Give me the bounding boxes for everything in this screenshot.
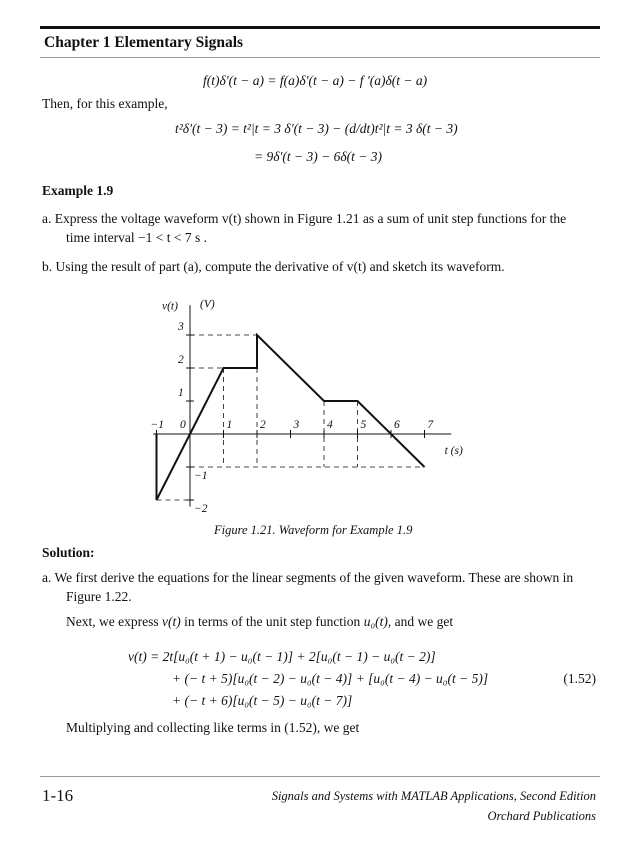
equation-line1: v(t) = 2t[u₀(t + 1) − u₀(t − 1)] + 2[u₀(t − 1) − u₀(t − 2)] xyxy=(128,649,436,664)
y-axis-label: v(t) xyxy=(162,300,178,313)
equation-number: (1.52) xyxy=(563,671,596,686)
header-underline xyxy=(40,57,600,58)
book-title: Signals and Systems with MATLAB Applications, Second Edition xyxy=(271,789,596,803)
example-part-b: b. Using the result of part (a), compute the derivative of v(t) and sketch its waveform. xyxy=(42,259,505,274)
waveform-figure xyxy=(140,288,480,518)
x-tick-label: 3 xyxy=(293,419,300,431)
next-text-v: v(t) xyxy=(161,614,181,629)
x-tick-label: 1 xyxy=(226,419,233,431)
x-tick-label: 4 xyxy=(327,419,333,431)
x-axis-label: t (s) xyxy=(444,445,463,457)
solution-title: Solution: xyxy=(42,545,95,560)
then-text: Then, for this example, xyxy=(42,96,168,111)
header-rule xyxy=(40,26,600,29)
x-tick-label: 0 xyxy=(180,419,186,431)
equation-example-step2: = 9δ'(t − 3) − 6δ(t − 3) xyxy=(254,149,382,164)
x-tick-label: 2 xyxy=(260,419,266,431)
x-tick-label: 7 xyxy=(427,419,434,431)
y-tick-label: −1 xyxy=(194,470,208,482)
chapter-header: Chapter 1 Elementary Signals xyxy=(44,34,244,51)
example-part-a-line1: a. Express the voltage waveform v(t) shown in Figure 1.21 as a sum of unit step functions for the xyxy=(42,211,567,226)
figure-caption: Figure 1.21. Waveform for Example 1.9 xyxy=(214,523,413,537)
y-tick-labels xyxy=(177,321,208,515)
solution-part-a-line2: Figure 1.22. xyxy=(66,589,132,604)
y-tick-label: −2 xyxy=(194,503,208,515)
x-tick-label: −1 xyxy=(150,419,165,431)
example-part-a-line2: time interval −1 < t < 7 s . xyxy=(66,230,207,245)
example-title: Example 1.9 xyxy=(42,183,114,198)
x-tick-label: 6 xyxy=(394,419,400,431)
equation-example-step1: t²δ'(t − 3) = t²|t = 3 δ'(t − 3) − (d/dt)t²|t = 3 δ(t − 3) xyxy=(175,121,458,136)
y-axis-unit: (V) xyxy=(200,298,215,311)
closing-text: Multiplying and collecting like terms in (1.52), we get xyxy=(66,720,360,735)
next-text-part1: Next, we express xyxy=(66,614,159,629)
y-tick-label: 1 xyxy=(178,387,184,399)
footer-rule xyxy=(40,776,600,777)
x-tick-label: 5 xyxy=(360,419,367,431)
y-tick-label: 2 xyxy=(178,354,184,366)
y-tick-label: 3 xyxy=(178,321,184,333)
solution-part-a-line1: a. We first derive the equations for the linear segments of the given waveform. These are shown in xyxy=(42,570,574,585)
next-text-part2: in terms of the unit step function xyxy=(184,614,361,629)
equation-shift-property: f(t)δ'(t − a) = f(a)δ'(t − a) − f '(a)δ(t − a) xyxy=(203,73,428,88)
equation-line2: + (− t + 5)[u₀(t − 2) − u₀(t − 4)] + [u₀(t − 4) − u₀(t − 5)] xyxy=(172,671,489,686)
equation-line3: + (− t + 6)[u₀(t − 5) − u₀(t − 7)] xyxy=(172,693,353,708)
publisher: Orchard Publications xyxy=(487,809,596,823)
next-text-part3: , and we get xyxy=(387,614,454,629)
page-number: 1-16 xyxy=(42,786,74,805)
next-text-u: u₀(t) xyxy=(363,614,388,629)
next-text xyxy=(66,614,453,630)
